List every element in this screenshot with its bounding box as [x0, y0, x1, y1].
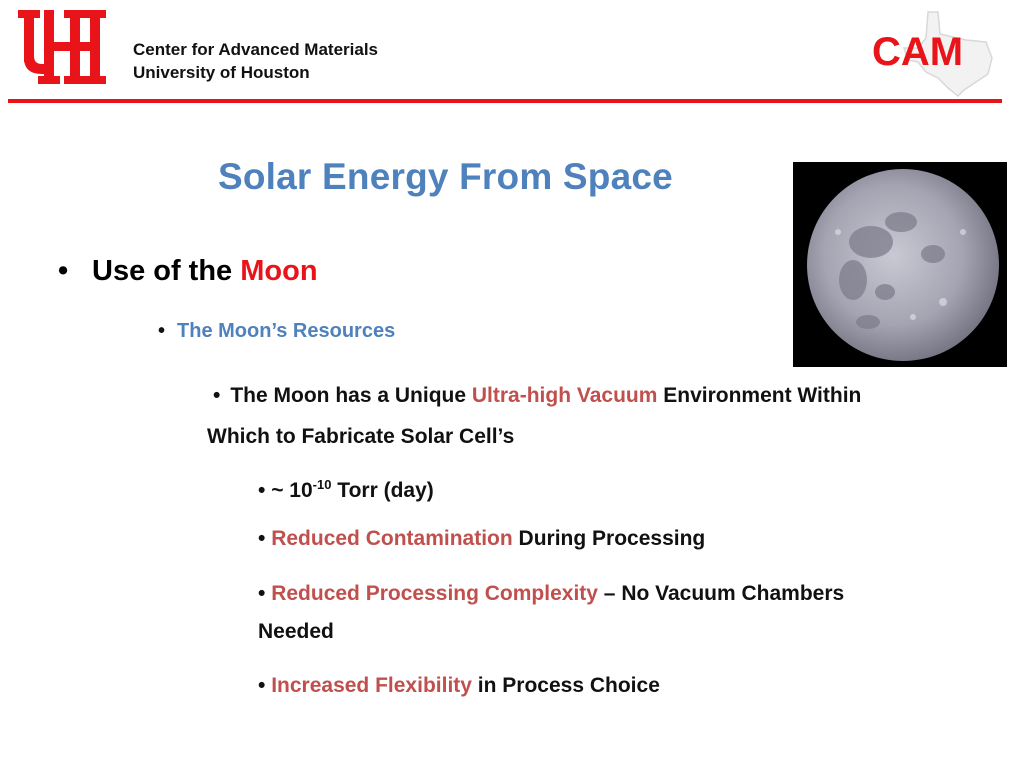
bullet-highlight: Moon [240, 255, 318, 287]
bullet-highlight: Ultra-high Vacuum [471, 384, 658, 407]
org-line-2: University of Houston [133, 63, 310, 82]
bullet-level-4 [258, 466, 434, 510]
organization-name [133, 38, 378, 84]
bullet-dot: • [258, 527, 266, 550]
slide-title: Solar Energy From Space [218, 156, 673, 197]
bullet-level-1 [58, 255, 318, 288]
header-divider [8, 99, 1002, 103]
moon-image [793, 162, 1007, 367]
bullet-text: ~ 10 [271, 479, 313, 502]
bullet-level-4 [258, 575, 858, 651]
moon-icon [793, 162, 1007, 367]
bullet-highlight: Increased Flexibility [271, 674, 472, 697]
bullet-text-suffix: Environment Within Which to Fabricate Solar Cell’s [207, 384, 862, 448]
bullet-dot: • [213, 384, 221, 407]
org-line-1: Center for Advanced Materials [133, 40, 378, 59]
bullet-level-2 [158, 320, 395, 343]
bullet-dot: • [158, 320, 166, 342]
bullet-text: The Moon has a Unique [230, 384, 472, 407]
bullet-level-4 [258, 667, 660, 705]
bullet-text-suffix: During Processing [512, 527, 706, 550]
cam-logo-text: CAM [872, 30, 964, 74]
bullet-text-suffix: – No Vacuum Chambers Needed [258, 582, 845, 643]
bullet-level-3 [207, 375, 907, 457]
bullet-dot: • [258, 674, 266, 697]
bullet-text-suffix: Torr (day) [331, 479, 434, 502]
bullet-level-4 [258, 520, 705, 558]
bullet-text: Use of the [92, 255, 241, 287]
bullet-exponent: -10 [312, 477, 332, 492]
bullet-dot: • [58, 255, 69, 287]
bullet-highlight: Reduced Processing Complexity [271, 582, 598, 605]
bullet-dot: • [258, 479, 266, 502]
bullet-text-suffix: in Process Choice [471, 674, 660, 697]
uh-logo-icon [16, 8, 108, 86]
bullet-highlight: Reduced Contamination [271, 527, 513, 550]
bullet-text: The Moon’s Resources [177, 320, 396, 342]
cam-logo [868, 8, 998, 98]
bullet-dot: • [258, 582, 266, 605]
